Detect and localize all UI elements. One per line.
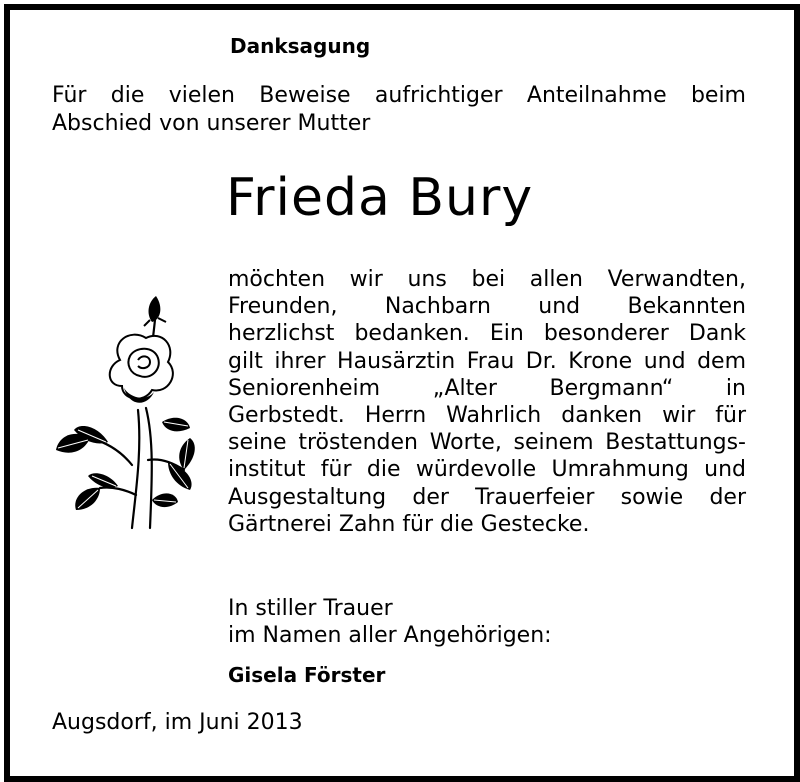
body-line: herzlichst bedanken. Ein besonderer Dank [228, 321, 746, 347]
body-line: institut für die würdevolle Umrahmung und [228, 457, 746, 483]
signer-name: Gisela Förster [228, 663, 386, 687]
rose-icon [50, 290, 200, 530]
closing-line-1: In stiller Trauer [228, 596, 393, 621]
intro-line-1: Für die vielen Beweise aufrichtiger Anteilnahme beim [52, 83, 746, 108]
intro-text [52, 82, 746, 138]
place-date: Augsdorf, im Juni 2013 [52, 710, 303, 735]
body-line: Gerbstedt. Herrn Wahrlich danken wir für [228, 403, 746, 429]
body-line: Ausgestaltung der Trauerfeier sowie der [228, 484, 746, 510]
body-line: Seniorenheim „Alter Bergmann“ in [228, 375, 746, 401]
notice-heading: Danksagung [230, 34, 371, 58]
body-line: gilt ihrer Hausärztin Frau Dr. Krone und dem [228, 348, 746, 374]
intro-line-2: Abschied von unserer Mutter [52, 111, 371, 136]
body-line: Freunden, Nachbarn und Bekannten [228, 294, 746, 320]
body-line: seine tröstenden Worte, seinem Bestattungs- [228, 430, 746, 456]
body-line: Gärtnerei Zahn für die Gestecke. [228, 511, 590, 537]
body-text [228, 266, 746, 538]
deceased-name: Frieda Bury [226, 168, 534, 228]
closing-line-2: im Namen aller Angehörigen: [228, 623, 552, 648]
body-line: möchten wir uns bei allen Verwandten, [228, 267, 746, 292]
